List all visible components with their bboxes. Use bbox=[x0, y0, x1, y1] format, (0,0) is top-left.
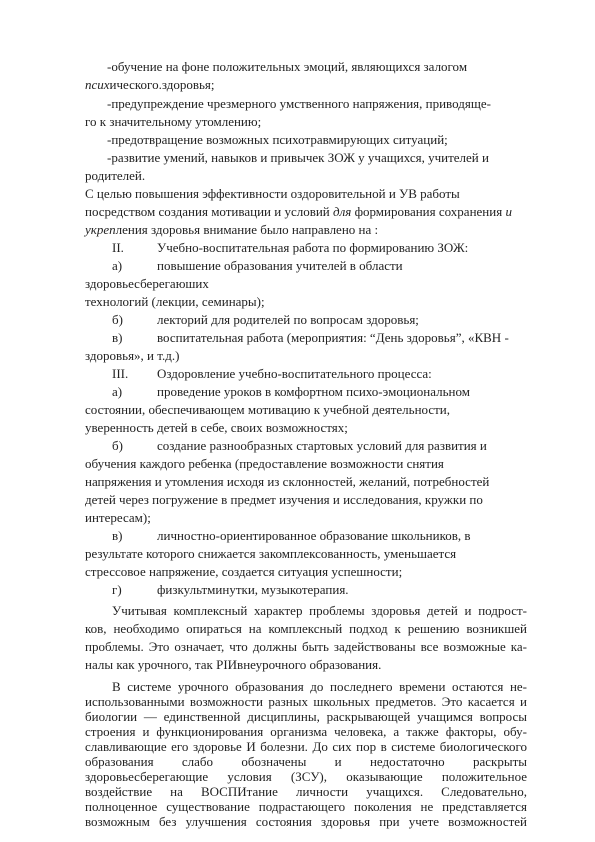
list-item: проведение уроков в комфортном психо-эмоциональном bbox=[157, 384, 470, 399]
item-marker: в) bbox=[112, 528, 123, 543]
item-marker: г) bbox=[112, 582, 122, 597]
paragraph-line: образования слабо обозначены и недостаточно раскрыты bbox=[85, 754, 527, 769]
list-item-cont: состоянии, обеспечивающем мотивацию к учебной деятельности, bbox=[85, 402, 451, 417]
list-item-cont: технологий (лекции, семинары); bbox=[85, 294, 265, 309]
paragraph-line: Учитывая комплексный характер проблемы здоровья детей и подрост- bbox=[112, 603, 527, 618]
list-item: создание разнообразных стартовых условий для развития и bbox=[157, 438, 487, 453]
list-item-cont: обучения каждого ребенка (предоставление возможности снятия bbox=[85, 456, 444, 471]
paragraph-line: полноценное существование подрастающего поколения не представляется bbox=[85, 799, 527, 814]
goal-line-2: посредством создания мотивации и условий для формирования сохранения и bbox=[85, 204, 512, 219]
list-item-cont: уверенность детей в себе, своих возможностях; bbox=[85, 420, 348, 435]
paragraph-line: налы как урочного, так PIИвнеурочного образования. bbox=[85, 657, 382, 672]
list-item-cont: результате которого снижается закомплексованность, уменьшается bbox=[85, 546, 457, 561]
paragraph-line: проблемы. Это означает, что должны быть задействованы все возможные ка- bbox=[85, 639, 527, 654]
section-2-title: Учебно-воспитательная работа по формированию ЗОЖ: bbox=[157, 240, 469, 255]
paragraph-line: воздействие на ВОСПИтание личности учащихся. Следовательно, bbox=[85, 784, 527, 799]
bullet-prevent-trauma: -предотвращение возможных психотравмирующих ситуаций; bbox=[107, 132, 448, 147]
paragraph-line: возможным без улучшения состояния здоровья при учете возможностей bbox=[85, 814, 527, 829]
list-item: воспитательная работа (мероприятия: “День здоровья”, «КВН - bbox=[157, 330, 509, 345]
paragraph-line: ков, необходимо опираться на комплексный подход к решению возникшей bbox=[85, 621, 527, 636]
bullet-prevent-strain-cont: го к значительному утомлению; bbox=[85, 114, 262, 129]
paragraph-line: использованными возможности разных школьных предметов. Это касается и bbox=[85, 694, 527, 709]
bullet-healthy-habits-cont: родителей. bbox=[85, 168, 146, 183]
list-item-cont: интересам); bbox=[85, 510, 151, 525]
list-item-cont: напряжения и утомления исходя из склонностей, желаний, потребностей bbox=[85, 474, 490, 489]
paragraph-line: биологии — единственной дисциплины, раскрывающей учащимся вопросы bbox=[85, 709, 527, 724]
section-2-marker: II. bbox=[112, 240, 124, 255]
item-marker: б) bbox=[112, 438, 123, 453]
goal-line-3: укрепления здоровья внимание было направлено на : bbox=[85, 222, 379, 237]
bullet-healthy-habits: -развитие умений, навыков и привычек ЗОЖ у учащихся, учителей и bbox=[107, 150, 489, 165]
item-marker: а) bbox=[112, 258, 123, 273]
item-marker: б) bbox=[112, 312, 123, 327]
list-item: физкультминутки, музыкотерапия. bbox=[157, 582, 349, 597]
paragraph-line: славливающие его здоровье И болезни. До сих пор в системе биологического bbox=[85, 739, 527, 754]
list-item-cont: стрессовое напряжение, создается ситуация успешности; bbox=[85, 564, 403, 579]
list-item: повышение образования учителей в области bbox=[157, 258, 403, 273]
list-item-cont: детей через погружение в предмет изучения и исследования, кружки по bbox=[85, 492, 483, 507]
paragraph-line: строения и функционирования организма человека, а также факторы, обу- bbox=[85, 724, 527, 739]
paragraph-line: В системе урочного образования до последнего времени остаются не- bbox=[112, 679, 527, 694]
section-3-marker: III. bbox=[112, 366, 129, 381]
list-item: лекторий для родителей по вопросам здоровья; bbox=[157, 312, 419, 327]
bullet-positive-emotions: -обучение на фоне положительных эмоций, являющихся залогом bbox=[107, 59, 468, 74]
bullet-prevent-strain: -предупреждение чрезмерного умственного напряжения, приводяще- bbox=[107, 96, 491, 111]
list-item-cont: здоровья», и т.д.) bbox=[85, 348, 180, 363]
list-item: личностно-ориентированное образование школьников, в bbox=[157, 528, 471, 543]
bullet-positive-emotions-cont: психического.здоровья; bbox=[85, 77, 215, 92]
paragraph-line: здоровьесберегающие условия (ЗСУ), оказывающие положительное bbox=[85, 769, 527, 784]
item-marker: в) bbox=[112, 330, 123, 345]
goal-line-1: С целью повышения эффективности оздоровительной и УВ работы bbox=[85, 186, 460, 201]
list-item-cont: здоровьесберегаюших bbox=[85, 276, 209, 291]
section-3-title: Оздоровление учебно-воспитательного процесса: bbox=[157, 366, 432, 381]
item-marker: а) bbox=[112, 384, 123, 399]
